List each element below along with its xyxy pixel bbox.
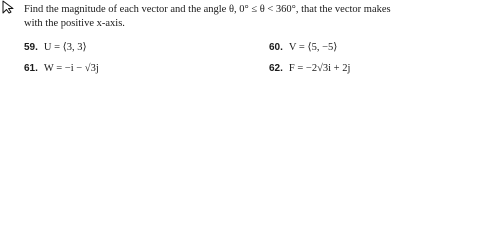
problem-number: 62. [269, 63, 283, 74]
instructions-line-2: with the positive x-axis. [24, 18, 125, 29]
problem-60 [269, 41, 337, 54]
problem-expression: U = ⟨3, 3⟩ [43, 42, 87, 53]
problem-number: 59. [24, 42, 38, 53]
instructions [24, 3, 494, 31]
problem-59 [24, 41, 87, 54]
instructions-line-1: Find the magnitude of each vector and the angle θ, 0° ≤ θ < 360°, that the vector makes [24, 4, 391, 15]
problem-number: 60. [269, 42, 283, 53]
problem-number: 61. [24, 63, 38, 74]
mouse-pointer-icon [2, 0, 18, 14]
problem-expression: V = ⟨5, −5⟩ [288, 42, 338, 53]
problem-61 [24, 62, 99, 75]
problem-62 [269, 62, 350, 75]
problem-expression: W = −i − √3j [43, 63, 99, 74]
problem-expression: F = −2√3i + 2j [288, 63, 351, 74]
